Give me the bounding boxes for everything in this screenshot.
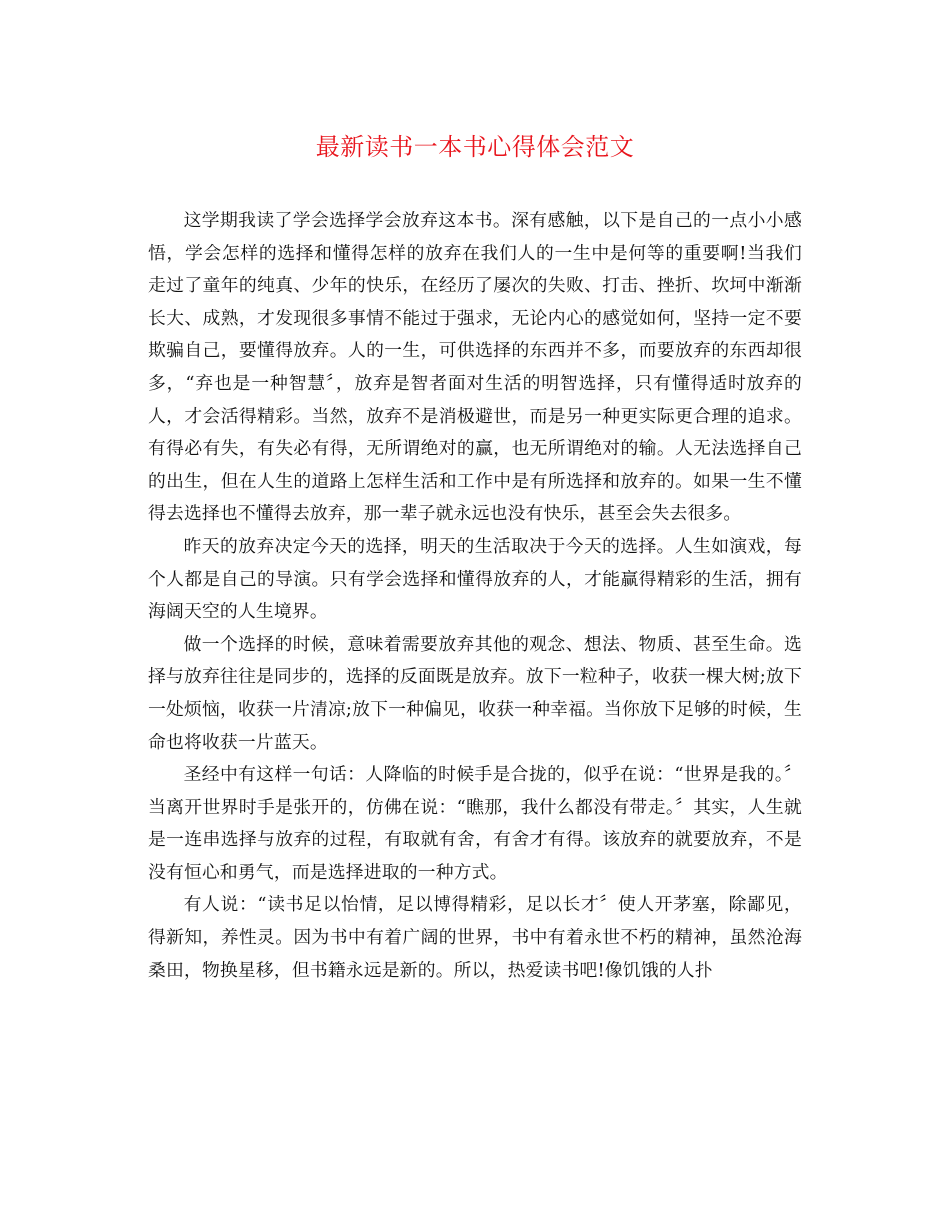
paragraph-3: 做一个选择的时候，意味着需要放弃其他的观念、想法、物质、甚至生命。选择与放弃往往是同步的，选择的反面既是放弃。放下一粒种子，收获一棵大树;放下一处烦恼，收获一片清凉;放下一种偏见，收获一种幸福。当你放下足够的时候，生命也将收获一片蓝天。 <box>148 633 802 753</box>
document-title: 最新读书一本书心得体会范文 <box>315 133 635 161</box>
paragraph-1: 这学期我读了学会选择学会放弃这本书。深有感触，以下是自己的一点小小感悟，学会怎样的选择和懂得怎样的放弃在我们人的一生中是何等的重要啊!当我们走过了童年的纯真、少年的快乐，在经历了屡次的失败、打击、挫折、坎坷中渐渐长大、成熟，才发现很多事情不能过于强求，无论内心的感觉如何，坚持一定不要欺骗自己，要懂得放弃。人的一生，可供选择的东西并不多，而要放弃的东西却很多，“弃也是一种智慧〞，放弃是智者面对生活的明智选择，只有懂得适时放弃的人，才会活得精彩。当然，放弃不是消极避世，而是另一种更实际更合理的追求。有得必有失，有失必有得，无所谓绝对的赢，也无所谓绝对的输。人无法选择自己的出生，但在人生的道路上怎样生活和工作中是有所选择和放弃的。如果一生不懂得去选择也不懂得去放弃，那一辈子就永远也没有快乐，甚至会失去很多。 <box>148 210 802 525</box>
paragraph-2: 昨天的放弃决定今天的选择，明天的生活取决于今天的选择。人生如演戏，每个人都是自己的导演。只有学会选择和懂得放弃的人，才能赢得精彩的生活，拥有海阔天空的人生境界。 <box>148 535 802 623</box>
document-body <box>148 205 802 987</box>
paragraph-4: 圣经中有这样一句话：人降临的时候手是合拢的，似乎在说：“世界是我的。〞当离开世界时手是张开的，仿佛在说：“瞧那，我什么都没有带走。〞其实，人生就是一连串选择与放弃的过程，有取就有舍，有舍才有得。该放弃的就要放弃，不是没有恒心和勇气，而是选择进取的一种方式。 <box>148 764 802 883</box>
paragraph-5: 有人说：“读书足以怡情，足以博得精彩，足以长才〞使人开茅塞，除鄙见，得新知，养性灵。因为书中有着广阔的世界，书中有着永世不朽的精神，虽然沧海桑田，物换星移，但书籍永远是新的。所以，热爱读书吧!像饥饿的人扑 <box>148 894 802 981</box>
